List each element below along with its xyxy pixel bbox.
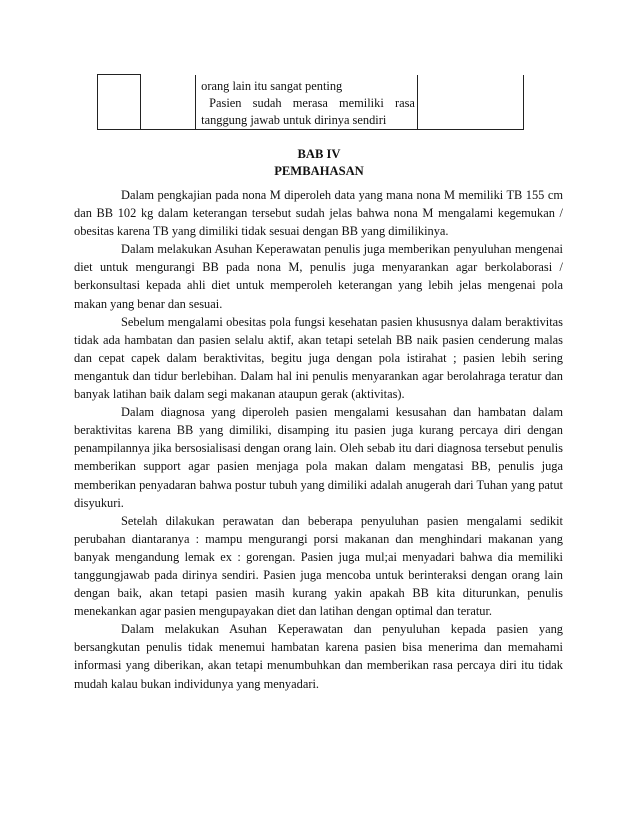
table-cell-line: tanggung jawab untuk dirinya sendiri	[201, 112, 387, 127]
paragraph: Setelah dilakukan perawatan dan beberapa penyuluhan pasien mengalami sedikit perubahan diantaranya : mampu mengurangi porsi makanan dan menghindari makanan yang banyak mengandung lemak ex : gorengan. Pasien juga mul;ai menyadari bahwa dia memiliki tanggungjawab pada dirinya sendiri. Pasien juga mencoba untuk berinteraksi dengan orang lain dengan baik, akan tetapi pasien masih kurang yakin apakah BB kita diturunkan, penulis menekankan agar pasien mengupayakan diet dan latihan dengan optimal dan teratur.	[74, 513, 563, 619]
table-cell-text	[196, 75, 418, 130]
table-row	[98, 75, 524, 130]
body-text	[74, 186, 563, 693]
table-fragment	[97, 74, 524, 130]
paragraph: Dalam melakukan Asuhan Keperawatan dan penyuluhan kepada pasien yang bersangkutan penulis tidak menemui hambatan karena pasien bisa menerima dan memahami informasi yang diberikan, akan tetapi menumbuhkan dan memberikan rasa percaya diri itu tidak mudah kalau bukan individunya yang menyadari.	[74, 622, 563, 691]
table-cell-empty	[417, 75, 523, 130]
paragraph: Dalam melakukan Asuhan Keperawatan penulis juga memberikan penyuluhan mengenai diet untuk mengurangi BB pada nona M, penulis juga menyarankan agar berkolaborasi / berkonsultasi kepada ahli diet untuk memperoleh keterangan yang lebih jelas mengenai pola makan yang benar dan sesuai.	[74, 242, 563, 311]
paragraph: Sebelum mengalami obesitas pola fungsi kesehatan pasien khususnya dalam beraktivitas tidak ada hambatan dan pasien selalu aktif, akan tetapi setelah BB naik pasien cenderung malas dan cepat capek dalam beraktivitas, begitu juga dengan pola istirahat ; pasien lebih sering mengantuk dan tidur berlebihan. Dalam hal ini penulis menyarankan agar berolahraga teratur dan banyak latihan baik dalam segi makanan ataupun gerak (aktivitas).	[74, 314, 563, 402]
chapter-title: PEMBAHASAN	[274, 164, 364, 178]
table-cell-line: orang lain itu sangat penting	[201, 78, 343, 93]
table-cell-line: Pasien sudah merasa memiliki rasa	[209, 95, 415, 110]
table-cell-empty	[98, 75, 141, 130]
chapter-number: BAB IV	[297, 147, 341, 161]
table-cell-empty	[140, 75, 196, 130]
paragraph: Dalam diagnosa yang diperoleh pasien mengalami kesusahan dan hambatan dalam beraktivitas karena BB yang dimiliki, disamping itu pasien juga kurang percaya diri dengan penampilannya jika bersosialisasi dengan orang lain. Oleh sebab itu dari diagnosa tersebut penulis memberikan support agar pasien menjaga pola makan dalam mengatasi BB, penulis juga memberikan penyadaran bahwa postur tubuh yang dimiliki adalah anugerah dari Tuhan yang patut disyukuri.	[74, 405, 563, 510]
paragraph: Dalam pengkajian pada nona M diperoleh data yang mana nona M memiliki TB 155 cm dan BB 102 kg dalam keterangan tersebut sudah jelas bahwa nona M mengalami kegemukan / obesitas karena TB yang dimiliki tidak sesuai dengan BB yang dimilikinya.	[74, 188, 563, 239]
